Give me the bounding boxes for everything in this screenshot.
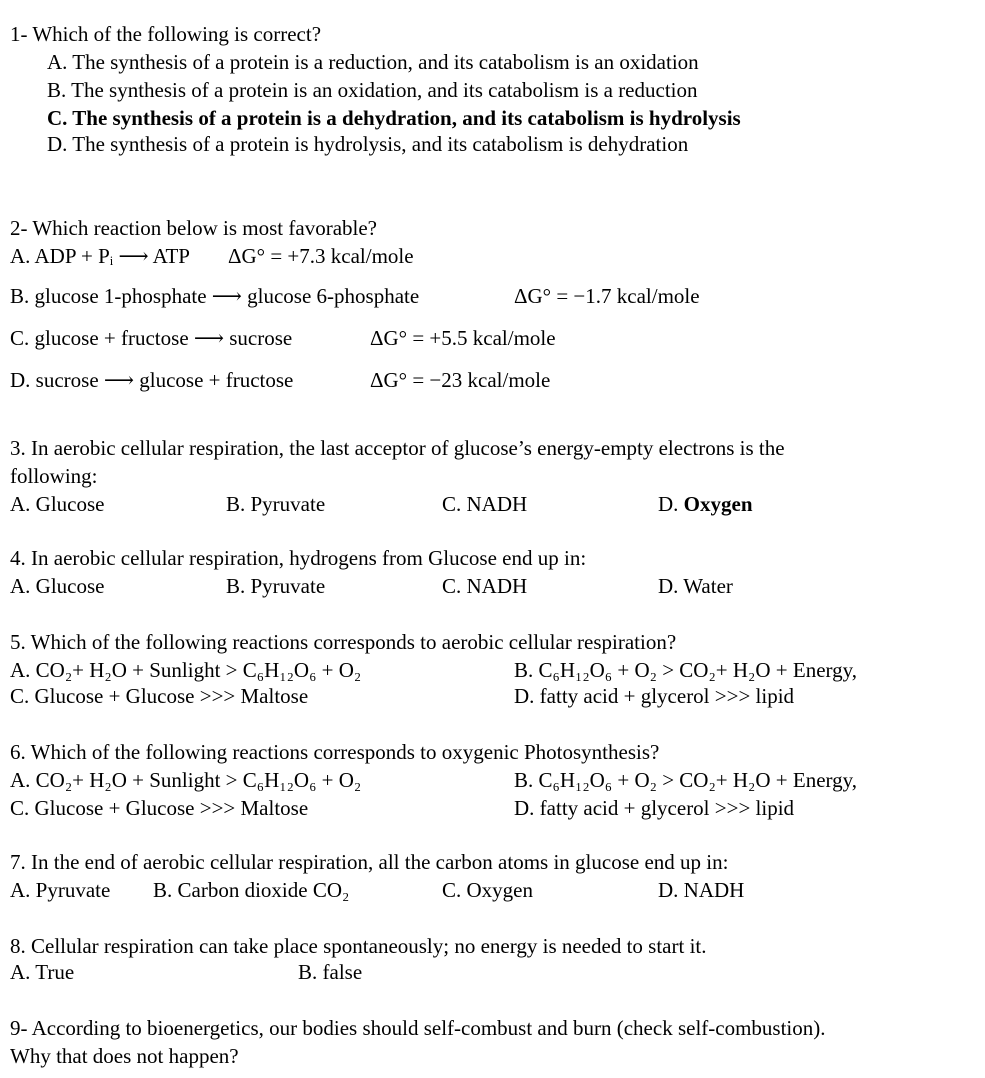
q7-option-a: A. Pyruvate	[10, 878, 111, 902]
q3-option-d-prefix: D.	[658, 492, 684, 516]
q8-question: 8. Cellular respiration can take place spontaneously; no energy is needed to start it.	[10, 934, 707, 958]
q3-question-line1: 3. In aerobic cellular respiration, the last acceptor of glucose’s energy-empty electrons is the	[10, 436, 785, 460]
q3-option-a: A. Glucose	[10, 492, 105, 516]
q1-question: 1- Which of the following is correct?	[10, 22, 322, 46]
q7-question: 7. In the end of aerobic cellular respiration, all the carbon atoms in glucose end up in:	[10, 850, 729, 874]
q3-option-d-answer: Oxygen	[683, 492, 753, 516]
q5-question: 5. Which of the following reactions corresponds to aerobic cellular respiration?	[10, 630, 677, 654]
q1-option-b: B. The synthesis of a protein is an oxidation, and its catabolism is a reduction	[47, 78, 698, 102]
q1-option-a: A. The synthesis of a protein is a reduction, and its catabolism is an oxidation	[47, 50, 699, 74]
q7-option-c: C. Oxygen	[442, 878, 533, 902]
q3-option-d	[658, 492, 753, 517]
q5-option-c: C. Glucose + Glucose >>> Maltose	[10, 684, 309, 708]
q6-option-c: C. Glucose + Glucose >>> Maltose	[10, 796, 309, 820]
q4-option-d: D. Water	[658, 574, 733, 598]
q2-option-c-dg: ΔG° = +5.5 kcal/mole	[370, 326, 556, 350]
q2-option-c-reaction: C. glucose + fructose ⟶ sucrose	[10, 326, 293, 350]
q2-option-d-reaction: D. sucrose ⟶ glucose + fructose	[10, 368, 294, 392]
q9-question-line2: Why that does not happen?	[10, 1044, 239, 1068]
q7-option-b: B. Carbon dioxide CO₂	[153, 878, 350, 902]
q8-option-a: A. True	[10, 960, 75, 984]
q3-option-b: B. Pyruvate	[226, 492, 326, 516]
q4-option-b: B. Pyruvate	[226, 574, 326, 598]
q3-option-c: C. NADH	[442, 492, 528, 516]
q6-option-d: D. fatty acid + glycerol >>> lipid	[514, 796, 795, 820]
q6-option-a: A. CO₂+ H₂O + Sunlight > C₆H₁₂O₆ + O₂	[10, 768, 362, 792]
q4-option-a: A. Glucose	[10, 574, 105, 598]
q1-option-d: D. The synthesis of a protein is hydrolysis, and its catabolism is dehydration	[47, 132, 689, 156]
q5-option-d: D. fatty acid + glycerol >>> lipid	[514, 684, 795, 708]
q2-option-d-dg: ΔG° = −23 kcal/mole	[370, 368, 551, 392]
q1-option-c-answer: C. The synthesis of a protein is a dehydration, and its catabolism is hydrolysis	[47, 106, 741, 130]
q2-option-a-dg: ΔG° = +7.3 kcal/mole	[228, 244, 414, 268]
q6-option-b: B. C₆H₁₂O₆ + O₂ > CO₂+ H₂O + Energy,	[514, 768, 858, 792]
q2-question: 2- Which reaction below is most favorable?	[10, 216, 377, 240]
q2-option-b-reaction: B. glucose 1-phosphate ⟶ glucose 6-phosphate	[10, 284, 420, 308]
q6-question: 6. Which of the following reactions corresponds to oxygenic Photosynthesis?	[10, 740, 660, 764]
q7-option-d: D. NADH	[658, 878, 745, 902]
q3-question-line2: following:	[10, 464, 98, 488]
q5-option-a: A. CO₂+ H₂O + Sunlight > C₆H₁₂O₆ + O₂	[10, 658, 362, 682]
q2-option-a-reaction: A. ADP + Pᵢ ⟶ ATP	[10, 244, 190, 268]
q2-option-b-dg: ΔG° = −1.7 kcal/mole	[514, 284, 700, 308]
q9-question-line1: 9- According to bioenergetics, our bodies should self-combust and burn (check self-combustion).	[10, 1016, 826, 1040]
q5-option-b: B. C₆H₁₂O₆ + O₂ > CO₂+ H₂O + Energy,	[514, 658, 858, 682]
q8-option-b: B. false	[298, 960, 363, 984]
q4-question: 4. In aerobic cellular respiration, hydrogens from Glucose end up in:	[10, 546, 587, 570]
q4-option-c: C. NADH	[442, 574, 528, 598]
